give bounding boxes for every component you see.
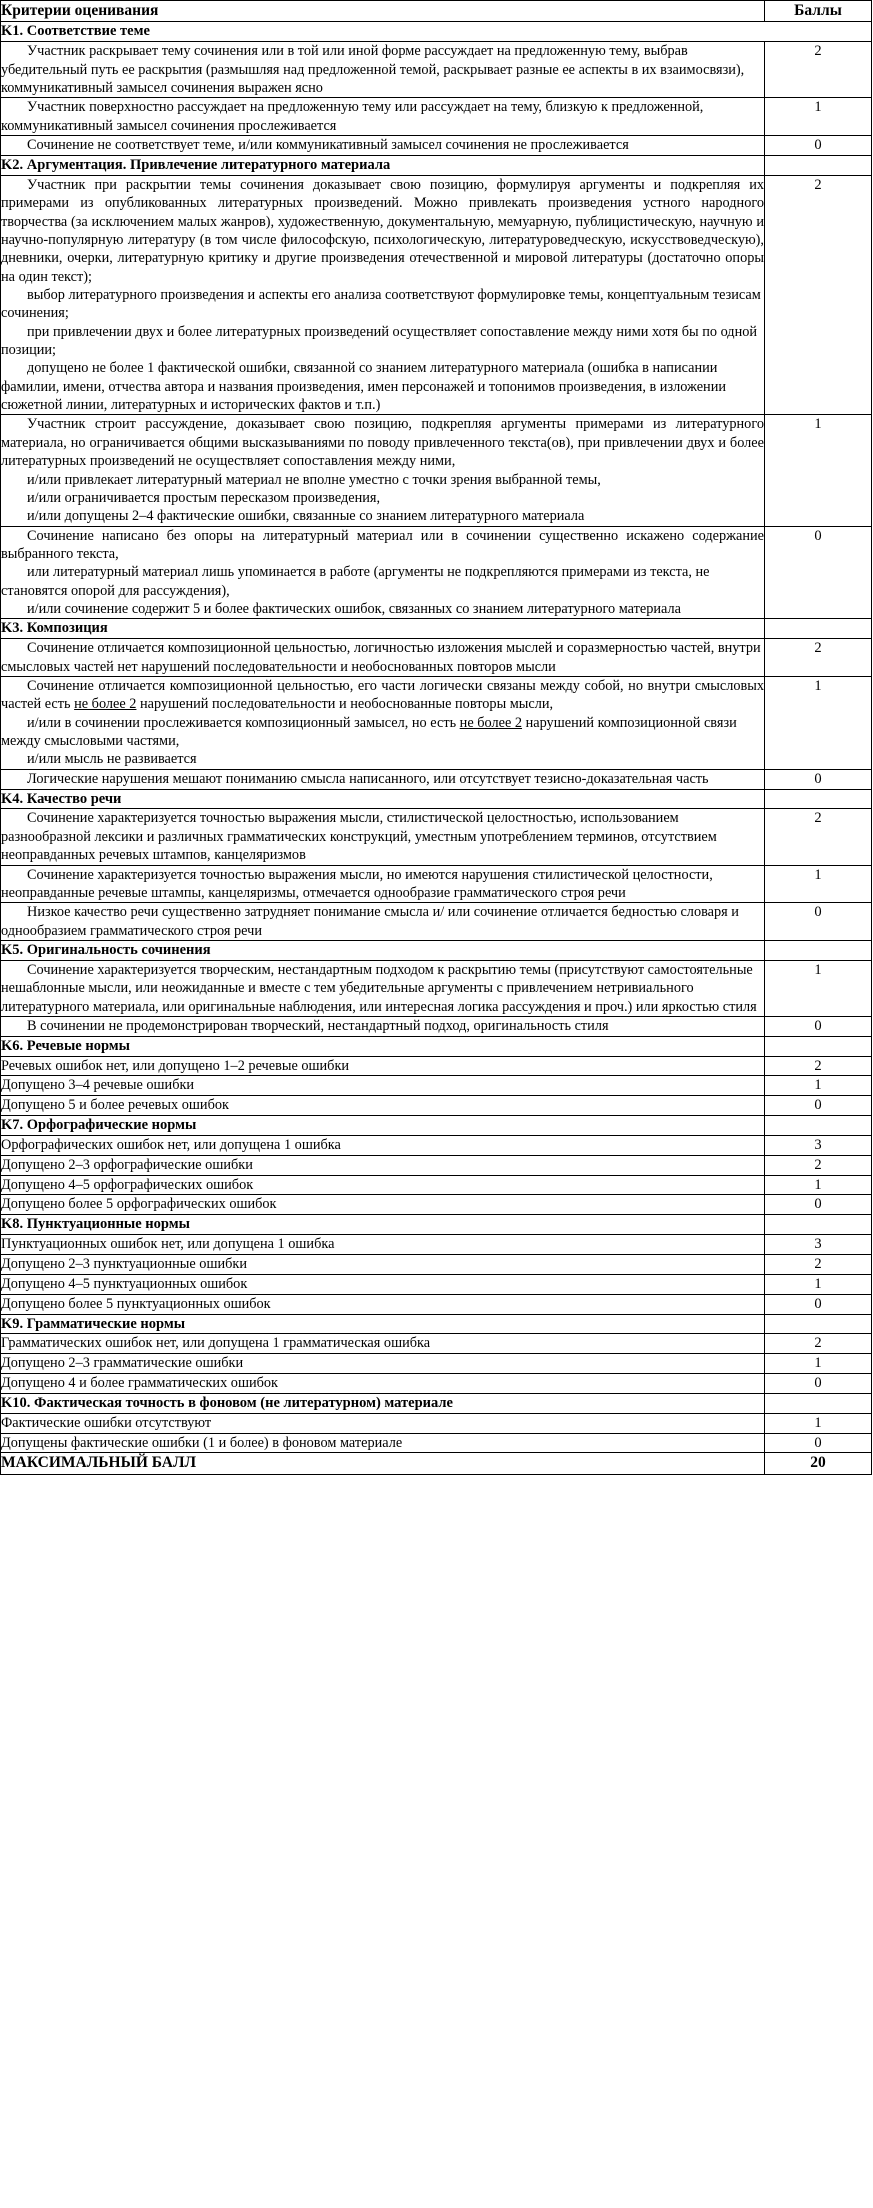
header-score: Баллы [765, 1, 872, 22]
section-title-K4: K4. Качество речи [1, 789, 765, 809]
section-title-K5: K5. Оригинальность сочинения [1, 940, 765, 960]
criterion-paragraph: Участник поверхностно рассуждает на предложенную тему или рассуждает на тему, близкую к предложенной, коммуникативный замысел сочинения прослеживается [1, 99, 704, 134]
criterion-description: Допущено 2–3 пунктуационные ошибки [1, 1255, 765, 1275]
section-title-K8: K8. Пунктуационные нормы [1, 1215, 765, 1235]
section-title-K6: K6. Речевые нормы [1, 1036, 765, 1056]
criterion-score: 1 [765, 960, 872, 1016]
criterion-score: 3 [765, 1235, 872, 1255]
criterion-description [1, 42, 765, 98]
criterion-paragraph: Низкое качество речи существенно затрудняет понимание смысла и/ или сочинение отличается бедностью словаря и однообразием грамматического строя речи [1, 904, 739, 939]
criterion-row [1, 639, 872, 677]
criterion-description [1, 769, 765, 789]
criterion-description [1, 1016, 765, 1036]
criterion-paragraph: и/или мысль не развивается [27, 751, 197, 768]
criterion-score: 3 [765, 1135, 872, 1155]
criterion-score: 1 [765, 1413, 872, 1433]
criterion-row [1, 809, 872, 865]
criterion-paragraph: Участник при раскрытии темы сочинения доказывает свою позицию, формулируя аргументы и подкрепляя их примерами из опубликованных литературных произведений. Можно привлекать произведения устного народного творчества (за исключением малых жанров), художественную, документальную, мемуарную, публицистическую, научную и научно-популярную литературу (в том числе философскую, психологическую, литературоведческую, искусствоведческую), дневники, очерки, литературную критику и другие произведения отечественной и мировой литературы (достаточно опоры на один текст); [1, 176, 764, 285]
criterion-description: Допущено 2–3 грамматические ошибки [1, 1354, 765, 1374]
criterion-row [1, 1294, 872, 1314]
criterion-paragraph: и/или в сочинении прослеживается композиционный замысел, но есть не более 2 нарушений композиционной связи между смысловыми частями, [1, 714, 737, 750]
criterion-score: 1 [765, 1354, 872, 1374]
criterion-row [1, 1076, 872, 1096]
section-score-empty-K3 [765, 619, 872, 639]
criterion-score: 2 [765, 1255, 872, 1275]
section-title-K10: K10. Фактическая точность в фоновом (не литературном) материале [1, 1393, 765, 1413]
criterion-score: 1 [765, 415, 872, 526]
criterion-score: 2 [765, 1334, 872, 1354]
section-score-empty-K4 [765, 789, 872, 809]
section-score-empty-K6 [765, 1036, 872, 1056]
criterion-paragraph: и/или допущены 2–4 фактические ошибки, связанные со знанием литературного материала [27, 508, 585, 525]
criterion-paragraph: Сочинение отличается композиционной цельностью, логичностью изложения мыслей и соразмерностью частей, внутри смысловых частей нет нарушений последовательности и необоснованных повторов мысли [1, 640, 761, 675]
criterion-row [1, 865, 872, 903]
criterion-row [1, 1175, 872, 1195]
criterion-row [1, 903, 872, 941]
criterion-row [1, 98, 872, 136]
criterion-score: 1 [765, 1175, 872, 1195]
criterion-row [1, 1334, 872, 1354]
criterion-score: 0 [765, 526, 872, 619]
total-row [1, 1453, 872, 1474]
criterion-paragraph: Сочинение отличается композиционной цельностью, его части логически связаны между собой, но внутри смысловых частей есть не более 2 нарушений последовательности и необоснованные повторы мысли, [1, 677, 764, 713]
criterion-paragraph: Логические нарушения мешают пониманию смысла написанного, или отсутствует тезисно-доказательная часть [27, 770, 709, 787]
total-score: 20 [765, 1453, 872, 1474]
criterion-description: Речевых ошибок нет, или допущено 1–2 речевые ошибки [1, 1056, 765, 1076]
criterion-paragraph: Участник строит рассуждение, доказывает свою позицию, подкрепляя аргументы примерами из литературного материала, но ограничивается общими высказываниями по поводу привлеченного текста(ов), при привлечении двух и более литературных произведений не осуществляет сопоставления между ними, [1, 416, 764, 470]
section-title-K2: K2. Аргументация. Привлечение литературного материала [1, 155, 765, 175]
section-score-empty-K8 [765, 1215, 872, 1235]
criterion-description [1, 903, 765, 941]
criterion-description [1, 415, 765, 526]
section-header-row [1, 1314, 872, 1334]
criterion-description [1, 98, 765, 136]
section-score-empty-K5 [765, 940, 872, 960]
criterion-paragraph: Сочинение характеризуется точностью выражения мысли, но имеются нарушения стилистической целостности, неоправданные речевые штампы, канцеляризмы, отмечается однообразие грамматического строя речи [1, 866, 713, 901]
criterion-description [1, 960, 765, 1016]
criterion-row [1, 960, 872, 1016]
criterion-row [1, 175, 872, 415]
criterion-row [1, 42, 872, 98]
section-header-row [1, 1215, 872, 1235]
section-header-row [1, 789, 872, 809]
criterion-paragraph: и/или ограничивается простым пересказом произведения, [27, 489, 381, 506]
total-label: МАКСИМАЛЬНЫЙ БАЛЛ [1, 1453, 765, 1474]
section-title-K9: K9. Грамматические нормы [1, 1314, 765, 1334]
criterion-score: 2 [765, 809, 872, 865]
criterion-description [1, 809, 765, 865]
criterion-paragraph: Сочинение характеризуется творческим, нестандартным подходом к раскрытию темы (присутствуют самостоятельные нешаблонные мысли, или неожиданные и вместе с тем убедительные аргументы с привлечением нетривиального литературного материала, или оригинальные наблюдения, или интересная логика рассуждения и проч.) или яркостью стиля [1, 961, 757, 1015]
criterion-paragraph: В сочинении не продемонстрирован творческий, нестандартный подход, оригинальность стиля [27, 1017, 609, 1034]
criterion-row [1, 1155, 872, 1175]
section-header-row [1, 619, 872, 639]
criterion-paragraph: допущено не более 1 фактической ошибки, связанной со знанием литературного материала (ошибка в написании фамилии, имени, отчества автора и названия произведения, имен персонажей и топонимов произведения, в изложении сюжетной линии, литературных и исторических фактов и т.п.) [1, 360, 727, 414]
criterion-score: 0 [765, 1374, 872, 1394]
criterion-description [1, 865, 765, 903]
criterion-row [1, 136, 872, 156]
criterion-description: Фактические ошибки отсутствуют [1, 1413, 765, 1433]
criterion-description: Допущено 5 и более речевых ошибок [1, 1096, 765, 1116]
criterion-description [1, 639, 765, 677]
section-header-row [1, 155, 872, 175]
criterion-paragraph: Сочинение характеризуется точностью выражения мысли, стилистической целостностью, использованием разнообразной лексики и различных грамматических конструкций, уместным употреблением терминов, отсутствием неоправданных речевых штампов, канцеляризмов [1, 810, 717, 864]
criterion-description [1, 676, 765, 769]
criterion-paragraph: Участник раскрывает тему сочинения или в той или иной форме рассуждает на предложенную тему, выбрав убедительный путь ее раскрытия (размышляя над предложенной темой, раскрывает разные ее аспекты в их взаимосвязи), коммуникативный замысел сочинения выражен ясно [1, 43, 745, 97]
criterion-score: 2 [765, 1155, 872, 1175]
section-header-row [1, 1393, 872, 1413]
criterion-description [1, 526, 765, 619]
criterion-score: 2 [765, 175, 872, 415]
criterion-row [1, 1413, 872, 1433]
criterion-score: 0 [765, 1195, 872, 1215]
criterion-score: 0 [765, 136, 872, 156]
section-header-row [1, 1036, 872, 1056]
criterion-score: 2 [765, 1056, 872, 1076]
criterion-description: Орфографических ошибок нет, или допущена 1 ошибка [1, 1135, 765, 1155]
criterion-row [1, 1195, 872, 1215]
criterion-score: 0 [765, 1294, 872, 1314]
section-title-K3: K3. Композиция [1, 619, 765, 639]
criterion-description: Допущено 4 и более грамматических ошибок [1, 1374, 765, 1394]
criterion-row [1, 1016, 872, 1036]
criterion-score: 0 [765, 1433, 872, 1453]
criterion-row [1, 1274, 872, 1294]
criterion-row [1, 1255, 872, 1275]
section-score-empty-K10 [765, 1393, 872, 1413]
criterion-paragraph: и/или сочинение содержит 5 и более фактических ошибок, связанных со знанием литературного материала [27, 601, 681, 618]
criterion-row [1, 1354, 872, 1374]
section-title-K1: K1. Соответствие теме [1, 22, 872, 42]
criterion-score: 1 [765, 1274, 872, 1294]
criterion-score: 1 [765, 676, 872, 769]
criterion-row [1, 1235, 872, 1255]
section-score-empty-K2 [765, 155, 872, 175]
criterion-score: 0 [765, 903, 872, 941]
criterion-score: 1 [765, 865, 872, 903]
criterion-score: 0 [765, 1016, 872, 1036]
criterion-description [1, 175, 765, 415]
section-score-empty-K7 [765, 1116, 872, 1136]
criterion-score: 1 [765, 98, 872, 136]
criterion-row [1, 676, 872, 769]
section-header-row [1, 22, 872, 42]
criterion-paragraph: Сочинение написано без опоры на литературный материал или в сочинении существенно искажено содержание выбранного текста, [1, 527, 764, 562]
criterion-row [1, 1056, 872, 1076]
criterion-score: 0 [765, 1096, 872, 1116]
section-score-empty-K9 [765, 1314, 872, 1334]
criterion-description: Допущено 4–5 пунктуационных ошибок [1, 1274, 765, 1294]
criterion-row [1, 1096, 872, 1116]
criterion-row [1, 1433, 872, 1453]
criterion-description: Грамматических ошибок нет, или допущена 1 грамматическая ошибка [1, 1334, 765, 1354]
criterion-row [1, 769, 872, 789]
criterion-description: Допущено более 5 пунктуационных ошибок [1, 1294, 765, 1314]
criterion-description: Допущено более 5 орфографических ошибок [1, 1195, 765, 1215]
criterion-description: Допущены фактические ошибки (1 и более) в фоновом материале [1, 1433, 765, 1453]
criterion-score: 2 [765, 639, 872, 677]
criterion-description [1, 136, 765, 156]
criterion-score: 1 [765, 1076, 872, 1096]
criterion-row [1, 415, 872, 526]
criterion-paragraph: и/или привлекает литературный материал не вполне уместно с точки зрения выбранной темы, [27, 471, 601, 488]
criterion-description: Допущено 4–5 орфографических ошибок [1, 1175, 765, 1195]
section-title-K7: K7. Орфографические нормы [1, 1116, 765, 1136]
criterion-paragraph: выбор литературного произведения и аспекты его анализа соответствуют формулировке темы, концептуальным тезисам сочинения; [1, 286, 761, 322]
criterion-paragraph: при привлечении двух и более литературных произведений осуществляет сопоставление между ними хотя бы по одной позиции; [1, 323, 758, 359]
section-header-row [1, 940, 872, 960]
criterion-score: 2 [765, 42, 872, 98]
criterion-description: Допущено 3–4 речевые ошибки [1, 1076, 765, 1096]
table-header-row [1, 1, 872, 22]
criterion-description: Допущено 2–3 орфографические ошибки [1, 1155, 765, 1175]
criterion-row [1, 1374, 872, 1394]
criterion-description: Пунктуационных ошибок нет, или допущена 1 ошибка [1, 1235, 765, 1255]
section-header-row [1, 1116, 872, 1136]
criterion-row [1, 526, 872, 619]
criterion-score: 0 [765, 769, 872, 789]
criterion-paragraph: Сочинение не соответствует теме, и/или коммуникативный замысел сочинения не прослеживается [27, 137, 629, 154]
criterion-paragraph: или литературный материал лишь упоминается в работе (аргументы не подкрепляются примерами из текста, не становятся опорой для рассуждения), [1, 564, 710, 599]
criterion-row [1, 1135, 872, 1155]
header-criteria: Критерии оценивания [1, 1, 765, 22]
